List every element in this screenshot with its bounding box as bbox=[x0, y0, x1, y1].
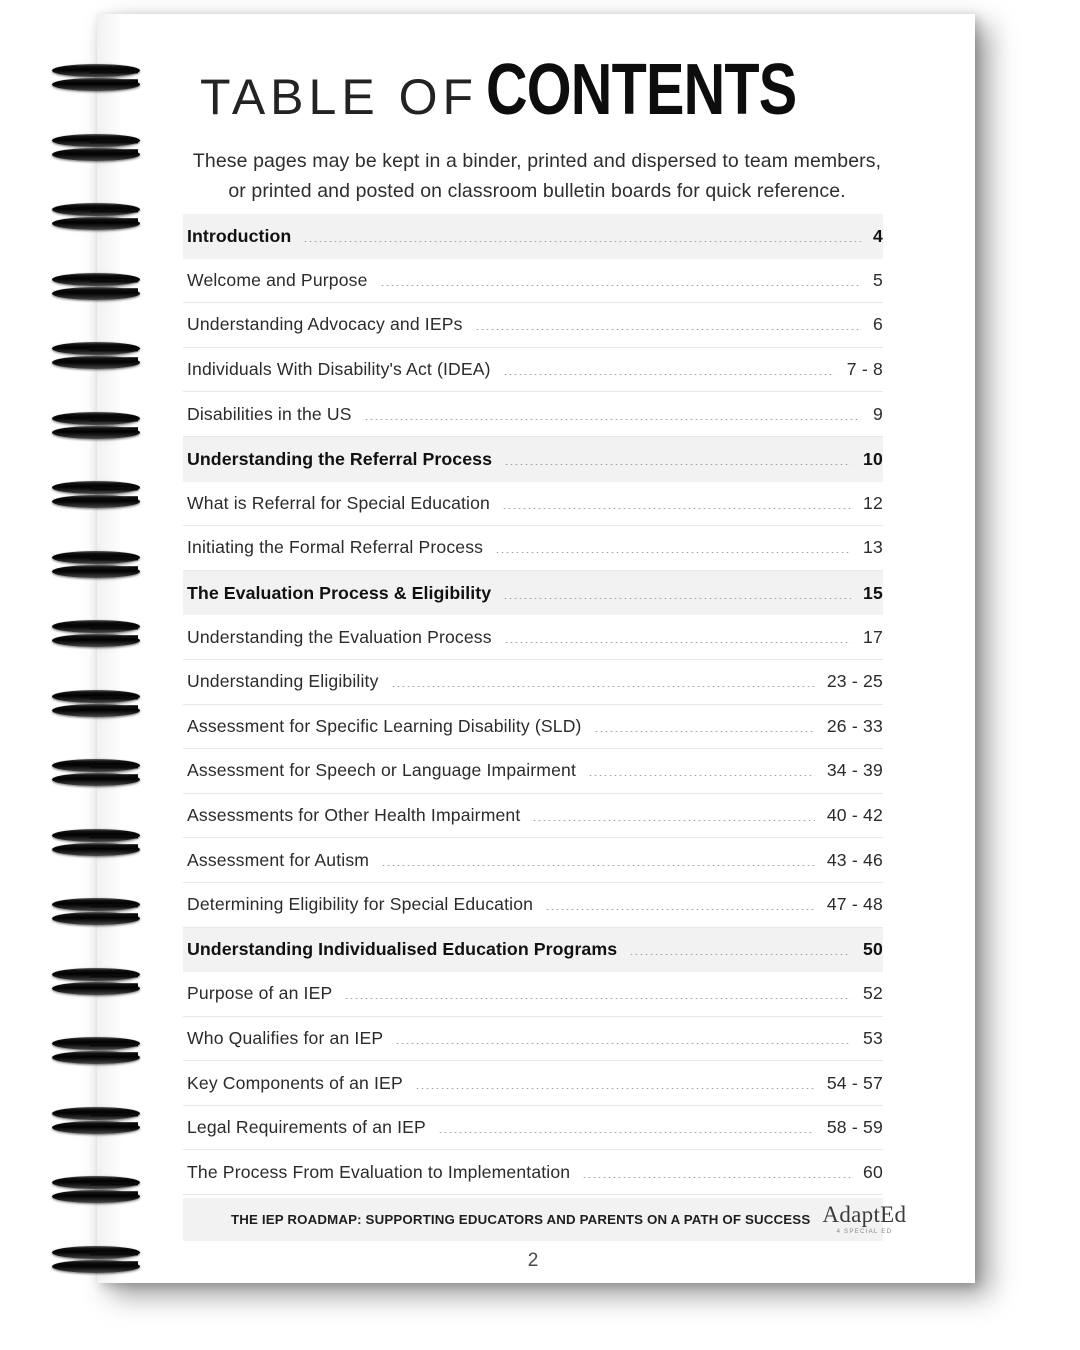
toc-entry-label: Purpose of an IEP bbox=[187, 983, 333, 1004]
toc-dot-leader bbox=[504, 464, 851, 465]
toc-entry-row[interactable] bbox=[183, 972, 883, 1017]
spiral-coil-icon bbox=[52, 201, 140, 235]
brand-name: AdaptEd bbox=[822, 1202, 907, 1228]
toc-entry-row[interactable] bbox=[183, 392, 883, 437]
spiral-coil-icon bbox=[52, 896, 140, 930]
toc-section-row[interactable] bbox=[183, 437, 883, 482]
page-title bbox=[187, 50, 887, 130]
toc-entry-label: What is Referral for Special Education bbox=[187, 492, 490, 513]
toc-entry-row[interactable] bbox=[183, 482, 883, 527]
toc-entry-label: The Process From Evaluation to Implementation bbox=[187, 1161, 571, 1182]
toc-dot-leader bbox=[503, 374, 835, 375]
toc-entry-row[interactable] bbox=[183, 526, 883, 571]
toc-page-number: 47 - 48 bbox=[826, 894, 883, 915]
toc-dot-leader bbox=[532, 820, 814, 821]
toc-entry-label: Initiating the Formal Referral Process bbox=[187, 537, 484, 558]
page-subtitle: These pages may be kept in a binder, printed and dispersed to team members, or printed and posted on classroom bulletin boards for quick reference. bbox=[192, 150, 882, 203]
spiral-coil-icon bbox=[52, 827, 140, 861]
toc-dot-leader bbox=[502, 508, 851, 509]
toc-page-number: 10 bbox=[863, 448, 883, 469]
toc-entry-row[interactable] bbox=[183, 883, 883, 928]
brand-tagline: 4 SPECIAL ED bbox=[836, 1228, 893, 1236]
spiral-coil-icon bbox=[52, 271, 140, 305]
toc-dot-leader bbox=[475, 329, 861, 330]
toc-dot-leader bbox=[503, 598, 851, 599]
toc-page-number: 15 bbox=[863, 582, 883, 603]
spiral-coil-icon bbox=[52, 549, 140, 583]
spiral-coil-icon bbox=[52, 340, 140, 374]
toc-page-number: 12 bbox=[863, 492, 883, 513]
toc-entry-row[interactable] bbox=[183, 705, 883, 750]
toc-entry-label: Understanding the Referral Process bbox=[187, 448, 493, 469]
toc-page-number: 60 bbox=[863, 1161, 883, 1182]
toc-entry-row[interactable] bbox=[183, 1017, 883, 1062]
toc-dot-leader bbox=[495, 552, 851, 553]
page-number: 2 bbox=[527, 1250, 539, 1271]
toc-dot-leader bbox=[380, 285, 861, 286]
toc-entry-label: Individuals With Disability's Act (IDEA) bbox=[187, 359, 491, 380]
toc-dot-leader bbox=[594, 731, 815, 732]
toc-page-number: 13 bbox=[863, 537, 883, 558]
toc-entry-label: Introduction bbox=[187, 225, 292, 246]
toc-page-number: 58 - 59 bbox=[826, 1117, 883, 1138]
toc-entry-row[interactable] bbox=[183, 259, 883, 304]
spiral-coil-icon bbox=[52, 410, 140, 444]
toc-dot-leader bbox=[415, 1088, 815, 1089]
toc-page-number: 5 bbox=[873, 269, 883, 290]
toc-dot-leader bbox=[364, 419, 861, 420]
toc-page-number: 23 - 25 bbox=[826, 671, 883, 692]
toc-page-number: 26 - 33 bbox=[826, 715, 883, 736]
toc-entry-row[interactable] bbox=[183, 1150, 883, 1195]
spiral-coil-icon bbox=[52, 618, 140, 652]
toc-entry-row[interactable] bbox=[183, 749, 883, 794]
document-page bbox=[97, 14, 975, 1283]
toc-dot-leader bbox=[391, 686, 815, 687]
toc-page-number: 9 bbox=[873, 403, 883, 424]
toc-dot-leader bbox=[504, 642, 851, 643]
toc-entry-list bbox=[183, 214, 883, 1195]
spiral-coil-icon bbox=[52, 1244, 140, 1278]
toc-dot-leader bbox=[582, 1177, 851, 1178]
toc-entry-label: Who Qualifies for an IEP bbox=[187, 1027, 384, 1048]
toc-dot-leader bbox=[438, 1132, 815, 1133]
toc-entry-label: Welcome and Purpose bbox=[187, 269, 368, 290]
toc-entry-label: Understanding the Evaluation Process bbox=[187, 626, 492, 647]
toc-entry-row[interactable] bbox=[183, 1106, 883, 1151]
toc-page-number: 53 bbox=[863, 1027, 883, 1048]
toc-entry-label: Understanding Individualised Education Programs bbox=[187, 939, 618, 960]
toc-page-number: 52 bbox=[863, 983, 883, 1004]
toc-entry-label: Legal Requirements of an IEP bbox=[187, 1117, 426, 1138]
toc-entry-label: Understanding Advocacy and IEPs bbox=[187, 314, 463, 335]
toc-entry-label: Assessment for Specific Learning Disability (SLD) bbox=[187, 715, 582, 736]
page-title-light: TABLE OF bbox=[199, 69, 478, 125]
toc-dot-leader bbox=[395, 1043, 851, 1044]
page-title-heavy: CONTENTS bbox=[486, 50, 797, 130]
toc-page-number: 50 bbox=[863, 939, 883, 960]
toc-section-row[interactable] bbox=[183, 928, 883, 973]
spiral-coil-icon bbox=[52, 688, 140, 722]
toc-entry-row[interactable] bbox=[183, 348, 883, 393]
footer-title: THE IEP ROADMAP: SUPPORTING EDUCATORS AND PARENTS ON A PATH OF SUCCESS bbox=[231, 1212, 811, 1227]
toc-entry-label: Assessment for Speech or Language Impairment bbox=[187, 760, 576, 781]
toc-dot-leader bbox=[588, 775, 815, 776]
toc-page-number: 54 - 57 bbox=[826, 1072, 883, 1093]
page-footer bbox=[183, 1198, 907, 1241]
spiral-coil-icon bbox=[52, 966, 140, 1000]
toc-entry-label: Disabilities in the US bbox=[187, 403, 352, 424]
toc-entry-row[interactable] bbox=[183, 615, 883, 660]
toc-entry-label: Assessment for Autism bbox=[187, 849, 370, 870]
toc-entry-row[interactable] bbox=[183, 660, 883, 705]
toc-page-number: 17 bbox=[863, 626, 883, 647]
toc-entry-row[interactable] bbox=[183, 794, 883, 839]
toc-entry-row[interactable] bbox=[183, 1061, 883, 1106]
toc-entry-label: Understanding Eligibility bbox=[187, 671, 379, 692]
spiral-binding bbox=[0, 0, 200, 1350]
toc-page-number: 34 - 39 bbox=[826, 760, 883, 781]
toc-dot-leader bbox=[344, 998, 851, 999]
toc-entry-label: Determining Eligibility for Special Education bbox=[187, 894, 534, 915]
toc-page-number: 6 bbox=[873, 314, 883, 335]
spiral-coil-icon bbox=[52, 62, 140, 96]
spiral-coil-icon bbox=[52, 1174, 140, 1208]
toc-dot-leader bbox=[629, 954, 851, 955]
spiral-coil-icon bbox=[52, 1035, 140, 1069]
toc-section-row[interactable] bbox=[183, 571, 883, 616]
toc-entry-label: Key Components of an IEP bbox=[187, 1072, 403, 1093]
toc-page-number: 7 - 8 bbox=[846, 359, 883, 380]
toc-entry-label: The Evaluation Process & Eligibility bbox=[187, 582, 492, 603]
toc-dot-leader bbox=[303, 241, 861, 242]
toc-entry-label: Assessments for Other Health Impairment bbox=[187, 805, 521, 826]
toc-page-number: 4 bbox=[873, 225, 883, 246]
toc-section-row[interactable] bbox=[183, 214, 883, 259]
toc-page-number: 43 - 46 bbox=[826, 849, 883, 870]
spiral-coil-icon bbox=[52, 1105, 140, 1139]
toc-entry-row[interactable] bbox=[183, 303, 883, 348]
toc-page-number: 40 - 42 bbox=[826, 805, 883, 826]
spiral-coil-icon bbox=[52, 479, 140, 513]
toc-dot-leader bbox=[545, 909, 815, 910]
toc-dot-leader bbox=[381, 865, 815, 866]
adapted-logo bbox=[810, 1203, 924, 1235]
spiral-coil-icon bbox=[52, 132, 140, 166]
toc-header bbox=[187, 50, 887, 206]
toc-entry-row[interactable] bbox=[183, 838, 883, 883]
spiral-coil-icon bbox=[52, 757, 140, 791]
